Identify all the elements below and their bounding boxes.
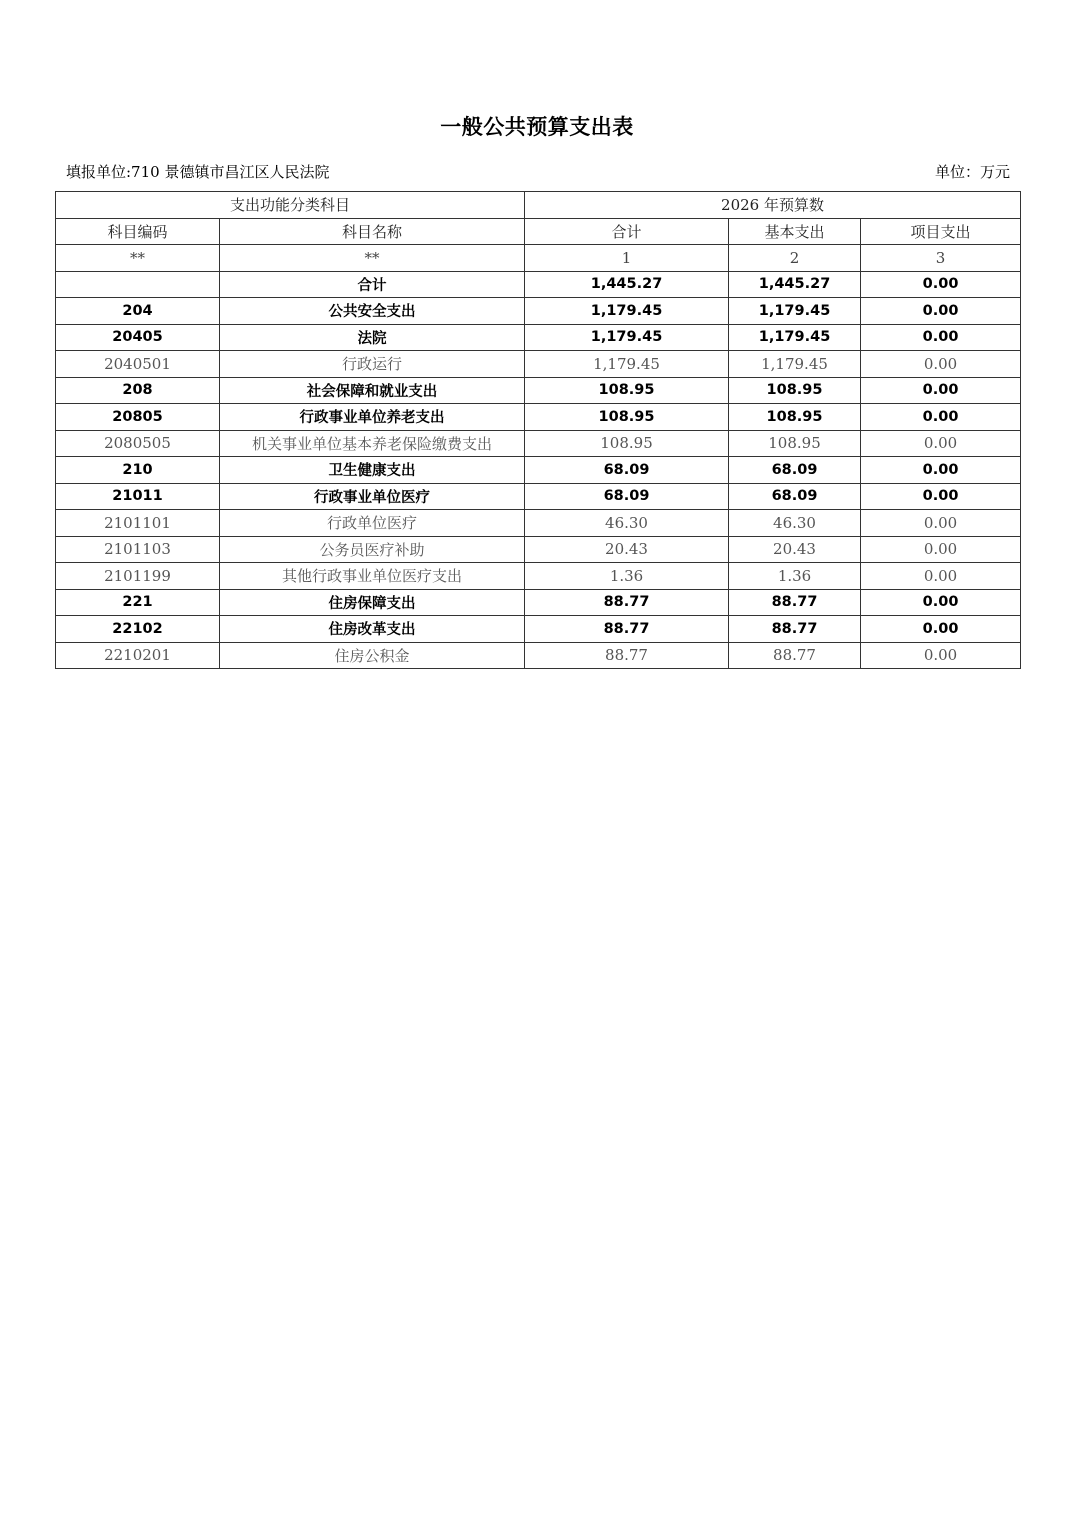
index-name: ** <box>220 245 525 272</box>
cell-name: 住房保障支出 <box>220 589 525 616</box>
cell-project: 0.00 <box>861 457 1021 484</box>
cell-name: 法院 <box>220 324 525 351</box>
cell-project: 0.00 <box>861 324 1021 351</box>
cell-project: 0.00 <box>861 377 1021 404</box>
table-row <box>56 377 1021 404</box>
cell-code: 20805 <box>56 404 220 431</box>
cell-total: 88.77 <box>525 589 729 616</box>
cell-total: 1.36 <box>525 563 729 590</box>
index-total: 1 <box>525 245 729 272</box>
cell-basic: 20.43 <box>729 536 861 563</box>
cell-total: 1,445.27 <box>525 271 729 298</box>
index-basic: 2 <box>729 245 861 272</box>
cell-name: 住房改革支出 <box>220 616 525 643</box>
cell-total: 1,179.45 <box>525 324 729 351</box>
cell-total: 108.95 <box>525 404 729 431</box>
cell-name: 其他行政事业单位医疗支出 <box>220 563 525 590</box>
cell-name: 社会保障和就业支出 <box>220 377 525 404</box>
column-header-project: 项目支出 <box>861 218 1021 245</box>
table-row <box>56 298 1021 325</box>
cell-total: 88.77 <box>525 642 729 669</box>
cell-basic: 1,179.45 <box>729 351 861 378</box>
table-row <box>56 483 1021 510</box>
cell-name: 行政事业单位医疗 <box>220 483 525 510</box>
page-title: 一般公共预算支出表 <box>440 115 634 139</box>
table-row <box>56 404 1021 431</box>
cell-name: 卫生健康支出 <box>220 457 525 484</box>
cell-basic: 1,445.27 <box>729 271 861 298</box>
column-header-total: 合计 <box>525 218 729 245</box>
table-body <box>56 271 1021 669</box>
cell-total: 108.95 <box>525 430 729 457</box>
table-row <box>56 271 1021 298</box>
cell-code: 22102 <box>56 616 220 643</box>
cell-basic: 88.77 <box>729 642 861 669</box>
currency-unit: 单位：万元 <box>934 163 1010 181</box>
cell-code: 204 <box>56 298 220 325</box>
cell-code: 2101101 <box>56 510 220 537</box>
table-row <box>56 430 1021 457</box>
cell-code <box>56 271 220 298</box>
table-row <box>56 563 1021 590</box>
cell-project: 0.00 <box>861 351 1021 378</box>
group-header-budget: 2026 年预算数 <box>525 192 1021 219</box>
cell-project: 0.00 <box>861 271 1021 298</box>
cell-project: 0.00 <box>861 510 1021 537</box>
cell-name: 机关事业单位基本养老保险缴费支出 <box>220 430 525 457</box>
group-header-classification: 支出功能分类科目 <box>56 192 525 219</box>
cell-name: 行政运行 <box>220 351 525 378</box>
cell-basic: 68.09 <box>729 483 861 510</box>
cell-code: 221 <box>56 589 220 616</box>
cell-basic: 108.95 <box>729 404 861 431</box>
table-row <box>56 536 1021 563</box>
index-row <box>56 245 1021 272</box>
cell-total: 68.09 <box>525 457 729 484</box>
table-row <box>56 510 1021 537</box>
cell-project: 0.00 <box>861 642 1021 669</box>
cell-code: 2210201 <box>56 642 220 669</box>
cell-code: 210 <box>56 457 220 484</box>
cell-total: 68.09 <box>525 483 729 510</box>
column-header-basic: 基本支出 <box>729 218 861 245</box>
cell-total: 108.95 <box>525 377 729 404</box>
cell-project: 0.00 <box>861 430 1021 457</box>
table-row <box>56 589 1021 616</box>
cell-basic: 46.30 <box>729 510 861 537</box>
cell-name: 合计 <box>220 271 525 298</box>
cell-basic: 1,179.45 <box>729 324 861 351</box>
budget-table <box>55 191 1021 669</box>
cell-basic: 1.36 <box>729 563 861 590</box>
cell-project: 0.00 <box>861 563 1021 590</box>
table-row <box>56 642 1021 669</box>
cell-name: 行政事业单位养老支出 <box>220 404 525 431</box>
cell-project: 0.00 <box>861 404 1021 431</box>
cell-name: 公共安全支出 <box>220 298 525 325</box>
reporting-unit: 填报单位:710 景德镇市昌江区人民法院 <box>66 163 330 181</box>
cell-project: 0.00 <box>861 589 1021 616</box>
cell-total: 1,179.45 <box>525 298 729 325</box>
cell-code: 2080505 <box>56 430 220 457</box>
cell-code: 2101199 <box>56 563 220 590</box>
cell-code: 2040501 <box>56 351 220 378</box>
cell-code: 2101103 <box>56 536 220 563</box>
column-header-row <box>56 218 1021 245</box>
table-row <box>56 457 1021 484</box>
cell-total: 46.30 <box>525 510 729 537</box>
cell-basic: 108.95 <box>729 377 861 404</box>
cell-project: 0.00 <box>861 536 1021 563</box>
column-header-name: 科目名称 <box>220 218 525 245</box>
cell-total: 1,179.45 <box>525 351 729 378</box>
cell-project: 0.00 <box>861 616 1021 643</box>
table-row <box>56 351 1021 378</box>
cell-basic: 108.95 <box>729 430 861 457</box>
table-row <box>56 324 1021 351</box>
index-code: ** <box>56 245 220 272</box>
cell-name: 住房公积金 <box>220 642 525 669</box>
cell-total: 88.77 <box>525 616 729 643</box>
index-project: 3 <box>861 245 1021 272</box>
cell-basic: 88.77 <box>729 589 861 616</box>
group-header-row <box>56 192 1021 219</box>
cell-code: 208 <box>56 377 220 404</box>
cell-project: 0.00 <box>861 483 1021 510</box>
cell-code: 21011 <box>56 483 220 510</box>
cell-basic: 68.09 <box>729 457 861 484</box>
table-row <box>56 616 1021 643</box>
column-header-code: 科目编码 <box>56 218 220 245</box>
cell-project: 0.00 <box>861 298 1021 325</box>
cell-basic: 1,179.45 <box>729 298 861 325</box>
cell-total: 20.43 <box>525 536 729 563</box>
cell-basic: 88.77 <box>729 616 861 643</box>
cell-code: 20405 <box>56 324 220 351</box>
cell-name: 行政单位医疗 <box>220 510 525 537</box>
cell-name: 公务员医疗补助 <box>220 536 525 563</box>
